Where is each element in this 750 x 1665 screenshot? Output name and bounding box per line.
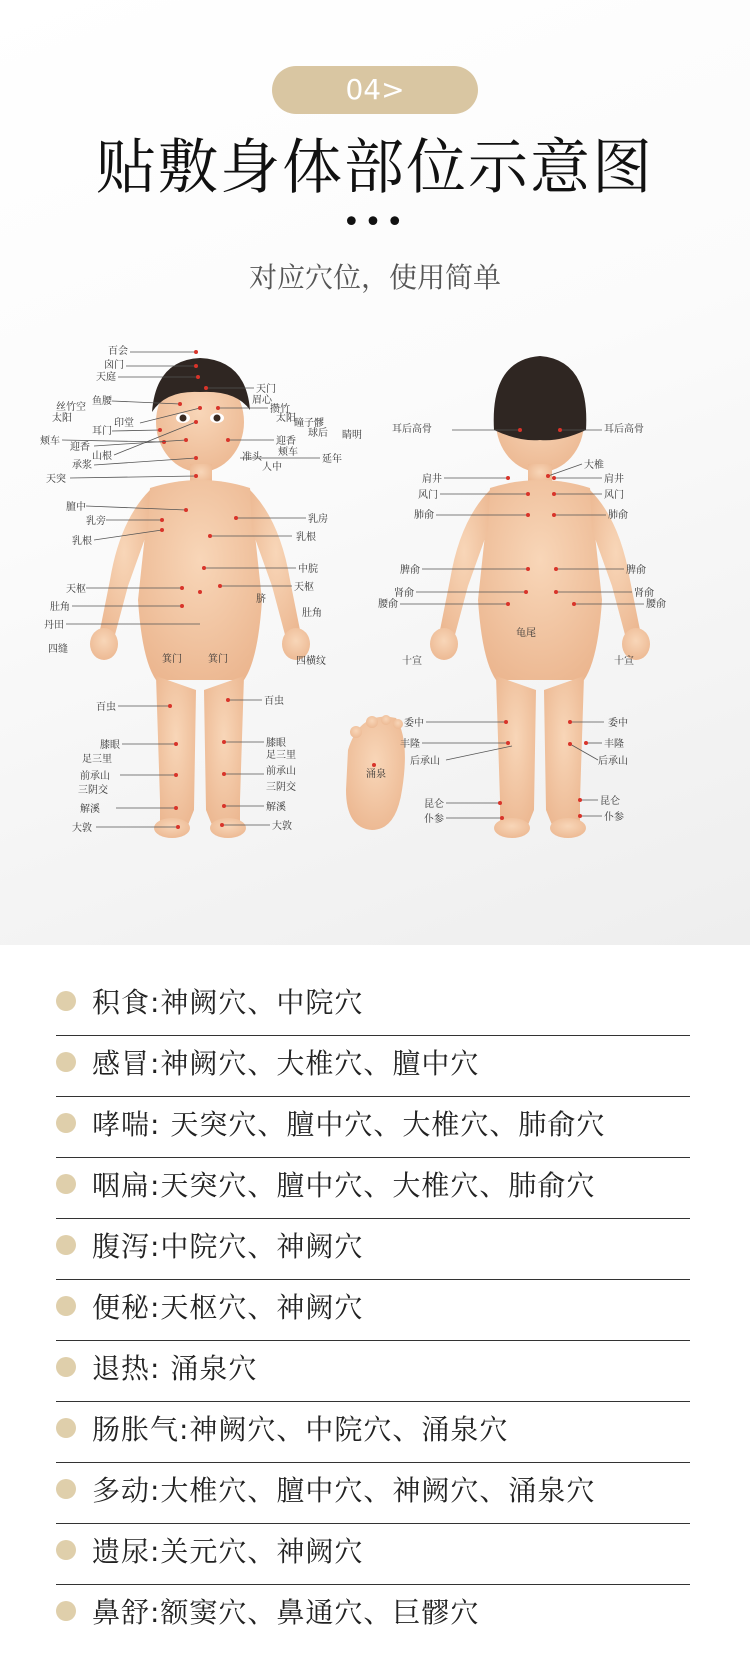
list-item — [56, 1280, 690, 1341]
label: 膝眼 — [266, 738, 286, 749]
list-item-text: 哮喘: 天突穴、膻中穴、大椎穴、肺俞穴 — [92, 1108, 606, 1141]
list-item-text: 鼻舒:额窦穴、鼻通穴、巨髎穴 — [92, 1596, 480, 1629]
list-item-text: 咽扁:天突穴、膻中穴、大椎穴、肺俞穴 — [92, 1169, 596, 1202]
label: 太阳 — [276, 413, 296, 424]
label: 肩井 — [422, 474, 442, 485]
bullet-dot — [56, 1418, 76, 1438]
list-item-text: 积食:神阙穴、中院穴 — [92, 986, 364, 1019]
label: 球后 — [308, 428, 328, 439]
label: 颊车 — [278, 447, 298, 458]
label: 承浆 — [72, 460, 92, 471]
label: 百虫 — [96, 702, 116, 713]
label: 十宣 — [402, 656, 422, 667]
label: 风门 — [604, 490, 624, 501]
label: 乳房 — [308, 514, 328, 525]
label: 大椎 — [584, 460, 604, 471]
label: 耳后高骨 — [604, 424, 644, 435]
label: 天庭 — [96, 372, 116, 383]
label: 四缝 — [48, 644, 68, 655]
label: 风门 — [418, 490, 438, 501]
label: 瞳子髎 — [294, 418, 324, 429]
label: 百会 — [108, 346, 128, 357]
label: 肺俞 — [608, 510, 628, 521]
label: 天突 — [46, 474, 66, 485]
bullet-dot — [56, 1235, 76, 1255]
list-item — [56, 1463, 690, 1524]
label: 天枢 — [294, 582, 314, 593]
list-item — [56, 1158, 690, 1219]
label: 三阴交 — [78, 785, 108, 796]
label: 丹田 — [44, 620, 64, 631]
bullet-dot — [56, 1113, 76, 1133]
acupoint-diagram — [0, 346, 750, 920]
label: 迎香 — [70, 442, 90, 453]
list-item — [56, 1524, 690, 1585]
label: 肾俞 — [634, 588, 654, 599]
label: 肾俞 — [394, 588, 414, 599]
list-item — [56, 1036, 690, 1097]
list-item — [56, 1097, 690, 1158]
foot-figure — [346, 715, 405, 830]
label: 后承山 — [598, 756, 628, 767]
symptom-acupoint-list — [56, 975, 690, 1645]
section-number-badge: 04> — [272, 66, 478, 114]
list-item-text: 便秘:天枢穴、神阙穴 — [92, 1291, 364, 1324]
label: 中脘 — [298, 564, 318, 575]
label: 肚角 — [302, 608, 322, 619]
label: 脾俞 — [400, 565, 420, 576]
label: 乳根 — [296, 532, 316, 543]
label: 肩井 — [604, 474, 624, 485]
bullet-dot — [56, 1296, 76, 1316]
label: 山根 — [92, 451, 112, 462]
label: 囟门 — [104, 360, 124, 371]
label: 仆参 — [604, 812, 624, 823]
list-item — [56, 1341, 690, 1402]
page-title: 贴敷身体部位示意图 — [96, 133, 654, 203]
label: 太阳 — [52, 413, 72, 424]
label: 眉心 — [252, 395, 272, 406]
label: 委中 — [404, 718, 424, 729]
label: 腰俞 — [378, 599, 398, 610]
bullet-dot — [56, 1174, 76, 1194]
bullet-dot — [56, 991, 76, 1011]
label: 肚角 — [50, 602, 70, 613]
label: 天枢 — [66, 584, 86, 595]
list-item-text: 感冒:神阙穴、大椎穴、膻中穴 — [92, 1047, 480, 1080]
bullet-dot — [56, 1357, 76, 1377]
label: 迎香 — [276, 436, 296, 447]
label: 乳旁 — [86, 516, 106, 527]
label: 委中 — [608, 718, 628, 729]
label: 解溪 — [266, 802, 286, 813]
label: 箕门 — [162, 654, 182, 665]
label: 耳门 — [92, 426, 112, 437]
list-item — [56, 975, 690, 1036]
list-item — [56, 1402, 690, 1463]
list-item-text: 退热: 涌泉穴 — [92, 1352, 258, 1385]
bullet-dot — [56, 1540, 76, 1560]
label: 膻中 — [66, 502, 86, 513]
label: 大敦 — [72, 823, 92, 834]
title-dots: ••• — [342, 205, 408, 240]
label: 前承山 — [80, 771, 110, 782]
label: 昆仑 — [600, 796, 620, 807]
foot-label: 涌泉 — [366, 769, 386, 780]
label: 丝竹空 — [56, 402, 86, 413]
label: 龟尾 — [516, 628, 536, 639]
label: 肺俞 — [414, 510, 434, 521]
label: 大敦 — [272, 821, 292, 832]
label: 十宣 — [614, 656, 634, 667]
label: 仆参 — [424, 814, 444, 825]
label: 延年 — [322, 454, 342, 465]
label: 丰隆 — [604, 739, 624, 750]
list-item — [56, 1219, 690, 1280]
label: 脾俞 — [626, 565, 646, 576]
bullet-dot — [56, 1479, 76, 1499]
list-item-text: 遗尿:关元穴、神阙穴 — [92, 1535, 364, 1568]
label: 三阴交 — [266, 782, 296, 793]
list-item — [56, 1585, 690, 1645]
label: 解溪 — [80, 804, 100, 815]
label: 后承山 — [410, 756, 440, 767]
label: 丰隆 — [400, 739, 420, 750]
page-subtitle: 对应穴位，使用简单 — [248, 261, 501, 294]
label: 腰俞 — [646, 599, 666, 610]
list-item-text: 腹泻:中院穴、神阙穴 — [92, 1230, 364, 1263]
bullet-dot — [56, 1052, 76, 1072]
label: 颊车 — [40, 436, 60, 447]
label: 耳后高骨 — [392, 424, 432, 435]
label: 准头 — [242, 452, 262, 463]
label: 四横纹 — [296, 656, 326, 667]
label: 膝眼 — [100, 740, 120, 751]
label: 百虫 — [264, 696, 284, 707]
label: 天门 — [256, 384, 276, 395]
label: 鱼腰 — [92, 396, 112, 407]
label: 人中 — [262, 462, 282, 473]
label: 攒竹 — [270, 404, 290, 415]
label: 足三里 — [266, 750, 296, 761]
label: 昆仑 — [424, 799, 444, 810]
label: 足三里 — [82, 754, 112, 765]
bullet-dot — [56, 1601, 76, 1621]
label: 前承山 — [266, 766, 296, 777]
label: 箕门 — [208, 654, 228, 665]
label: 乳根 — [72, 536, 92, 547]
label: 脐 — [256, 594, 266, 605]
label: 睛明 — [342, 430, 362, 441]
list-item-text: 肠胀气:神阙穴、中院穴、涌泉穴 — [92, 1413, 509, 1446]
label: 印堂 — [114, 418, 134, 429]
list-item-text: 多动:大椎穴、膻中穴、神阙穴、涌泉穴 — [92, 1474, 596, 1507]
